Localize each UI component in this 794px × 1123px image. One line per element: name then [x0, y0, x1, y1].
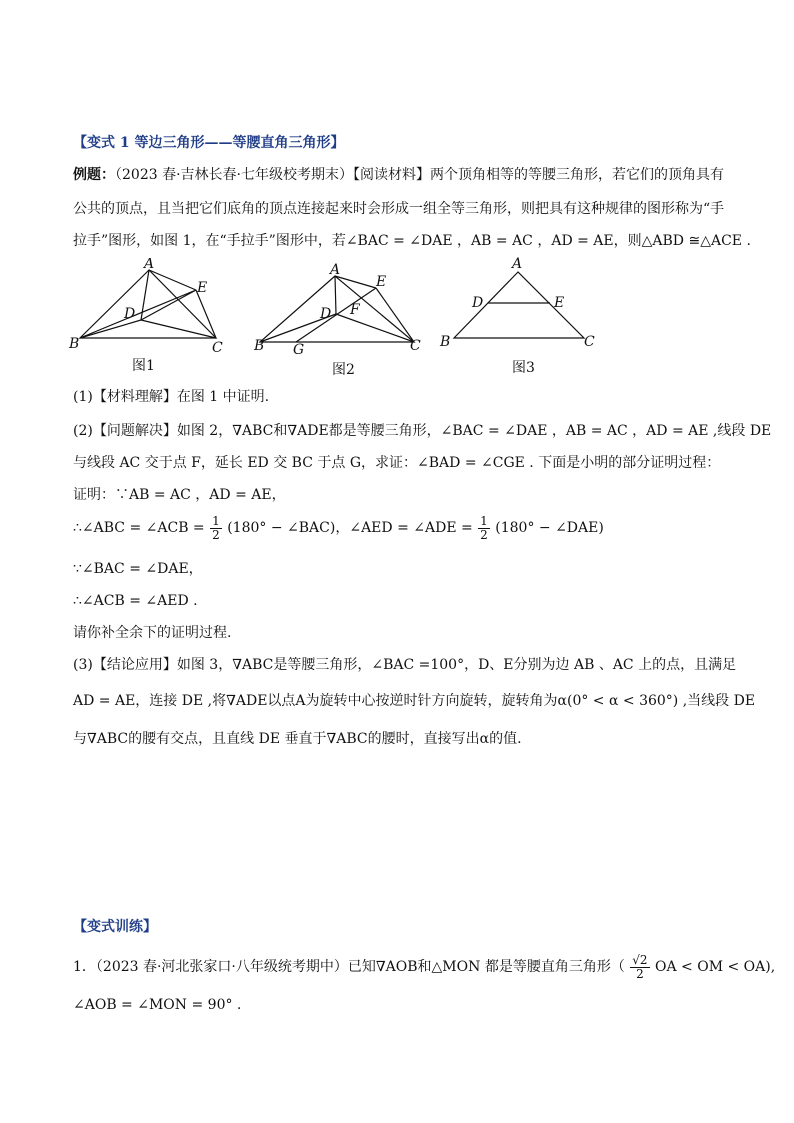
fraction-sqrt2-half — [630, 954, 649, 981]
fraction-sqrt2-num: √2 — [632, 952, 648, 967]
fig1-triangle-abc — [80, 270, 216, 338]
training-line-1a: 1．（2023 春·河北张家口·八年级统考期中）已知∇AOB和△MON 都是等腰直角三角形（ — [73, 959, 625, 975]
example-label: 例题： — [73, 167, 115, 183]
fig1-caption: 图1 — [132, 358, 155, 374]
fig1-label-c: C — [212, 340, 223, 356]
example-line-3: 拉手”图形，如图 1，在“手拉手”图形中，若∠BAC = ∠DAE ，AB = AC ，AD = AE，则△ABD ≅△ACE . — [73, 233, 751, 249]
fig3-caption: 图3 — [512, 360, 535, 374]
question-3-line-1: (3)【结论应用】如图 3，∇ABC是等腰三角形，∠BAC =100°，D、E分别为边 AB 、AC 上的点，且满足 — [73, 657, 737, 673]
proof-line-2b: (180° − ∠BAC)，∠AED = ∠ADE = — [227, 520, 473, 536]
fraction-half-2-den: 2 — [480, 527, 488, 542]
proof-line-1: 证明：∵AB = AC ，AD = AE， — [73, 487, 286, 503]
fraction-half-2 — [478, 515, 490, 542]
fig2-segment-ad — [335, 276, 336, 314]
question-1: (1)【材料理解】在图 1 中证明. — [73, 389, 270, 405]
fig2-label-a: A — [330, 262, 341, 278]
question-2-line-2: 与线段 AC 交于点 F，延长 ED 交 BC 于点 G，求证：∠BAD = ∠CGE . 下面是小明的部分证明过程： — [73, 455, 721, 471]
figure-2 — [250, 262, 430, 382]
question-3-line-2: AD = AE，连接 DE ,将∇ADE以点A为旋转中心按逆时针方向旋转，旋转角为α(0° < α < 360°) ,当线段 DE — [73, 693, 756, 709]
fraction-half-1-num: 1 — [212, 513, 220, 528]
training-line-1b: OA < OM < OA), — [655, 959, 776, 975]
fig1-segment-be — [80, 290, 196, 338]
fraction-half-1-den: 2 — [212, 527, 220, 542]
fig2-label-d: D — [320, 306, 332, 322]
proof-line-3: ∵∠BAC = ∠DAE， — [73, 561, 203, 577]
proof-line-4: ∴∠ACB = ∠AED . — [73, 593, 198, 609]
training-line-1 — [73, 952, 775, 982]
fig2-label-e: E — [376, 274, 387, 290]
training-title: 【变式训练】 — [73, 919, 157, 935]
question-3-line-3: 与∇ABC的腰有交点，且直线 DE 垂直于∇ABC的腰时，直接写出α的值. — [73, 731, 522, 747]
proof-line-5: 请你补全余下的证明过程. — [73, 625, 232, 641]
fig2-label-b: B — [254, 338, 265, 354]
figure-3 — [436, 256, 606, 374]
example-line-1 — [73, 166, 724, 184]
fig1-label-d: D — [124, 306, 136, 322]
fig2-label-f: F — [350, 302, 360, 318]
fig2-label-c: C — [410, 338, 421, 354]
fig1-label-b: B — [69, 336, 80, 352]
question-2-line-1: (2)【问题解决】如图 2，∇ABC和∇ADE都是等腰三角形，∠BAC = ∠DAE ，AB = AC ，AD = AE ,线段 DE — [73, 423, 772, 439]
example-line-2: 公共的顶点，且当把它们底角的顶点连接起来时会形成一组全等三角形，则把具有这种规律的图形称为“手 — [73, 201, 725, 217]
example-text-1: （2023 春·吉林长春·七年级校考期末）【阅读材料】两个顶角相等的等腰三角形，若它们的顶角具有 — [115, 167, 724, 183]
proof-line-2c: (180° − ∠DAE) — [495, 520, 604, 536]
fig1-segment-ae — [149, 270, 196, 290]
fig3-label-c: C — [584, 334, 595, 350]
fraction-sqrt2-den: 2 — [636, 966, 644, 981]
fraction-half-1 — [210, 515, 222, 542]
fig3-label-b: B — [440, 334, 451, 350]
figure-1 — [66, 258, 236, 378]
fig3-label-e: E — [554, 295, 565, 311]
fig3-label-a: A — [512, 256, 523, 272]
fig1-label-a: A — [144, 258, 155, 272]
fig1-segment-cd — [141, 320, 216, 338]
fig3-label-d: D — [472, 295, 484, 311]
fraction-half-2-num: 1 — [480, 513, 488, 528]
fig2-segment-dc — [336, 314, 414, 342]
fig1-label-e: E — [197, 280, 208, 296]
proof-line-2a: ∴∠ABC = ∠ACB = — [73, 520, 205, 536]
fig2-segment-ae — [335, 276, 376, 288]
training-line-2: ∠AOB = ∠MON = 90° . — [73, 997, 242, 1013]
fig2-label-g: G — [293, 342, 305, 358]
proof-line-2 — [73, 514, 604, 542]
fig1-segment-ce — [196, 290, 216, 338]
fig1-segment-de — [141, 290, 196, 320]
fig2-caption: 图2 — [332, 362, 355, 378]
section-title: 【变式 1 等边三角形——等腰直角三角形】 — [73, 135, 345, 151]
